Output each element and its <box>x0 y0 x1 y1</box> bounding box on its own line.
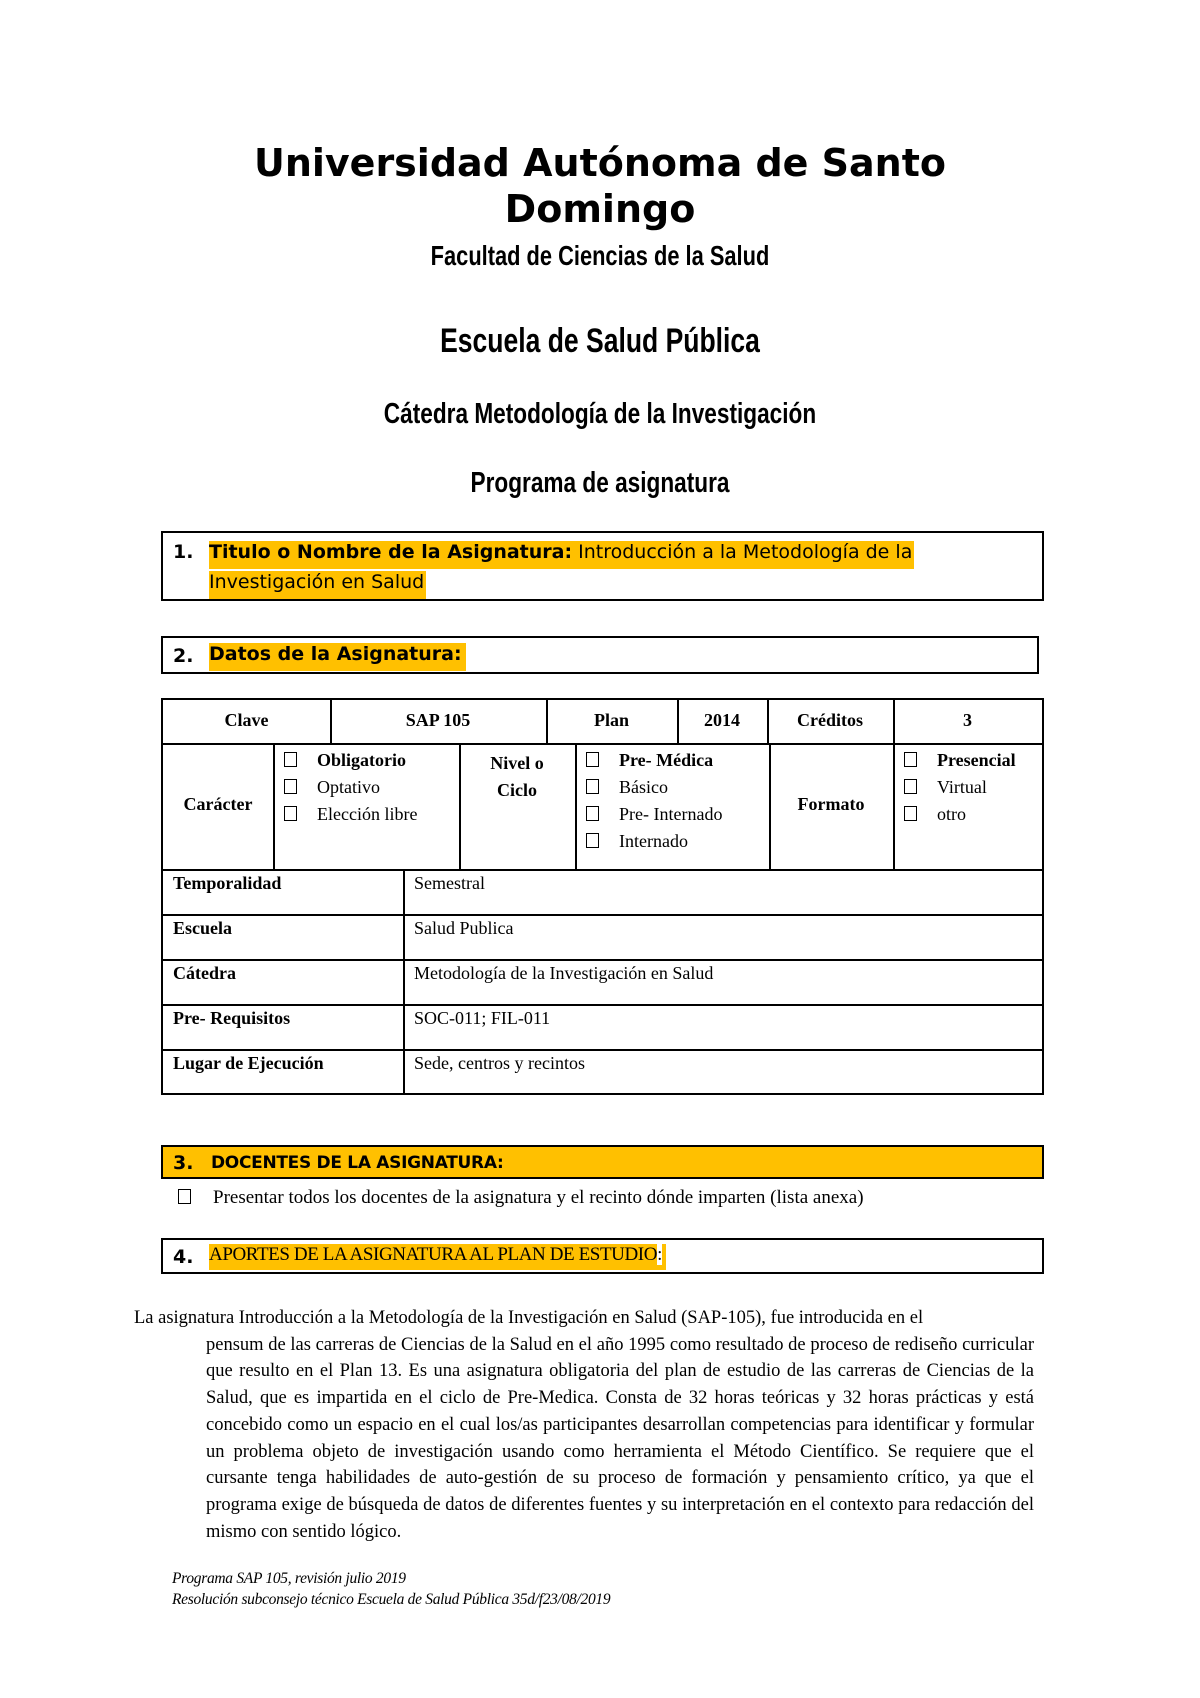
section-3-bullet-text: Presentar todos los docentes de la asignatura y el recinto dónde imparten (lista anexa) <box>213 1187 864 1208</box>
checkbox-icon <box>586 779 599 794</box>
footer-line2: Resolución subconsejo técnico Escuela de Salud Pública 35d/f23/08/2019 <box>172 1591 611 1608</box>
checkbox-icon <box>904 806 917 821</box>
clave-value: SAP 105 <box>405 710 471 730</box>
body-paragraph <box>134 1305 1034 1545</box>
row-value-catedra: Metodología de la Investigación en Salud <box>414 963 714 983</box>
section-1-number: 1. <box>173 541 194 563</box>
caracter-option-obligatorio: Obligatorio <box>284 750 406 771</box>
section-1-title <box>209 541 914 569</box>
section-1-box <box>161 531 1044 601</box>
checkbox-icon <box>178 1189 191 1204</box>
nivel-label <box>459 750 575 804</box>
school-title: Escuela de Salud Pública <box>440 322 760 360</box>
faculty-title: Facultad de Ciencias de la Salud <box>430 240 770 271</box>
row-label-catedra: Cátedra <box>173 963 236 983</box>
section-4-label: APORTES DE LA ASIGNATURA AL PLAN DE ESTUDIO <box>209 1244 658 1265</box>
nivel-label-line2: Ciclo <box>497 780 537 800</box>
footer-line1: Programa SAP 105, revisión julio 2019 <box>172 1570 406 1587</box>
row-label-escuela: Escuela <box>173 918 233 938</box>
creditos-value: 3 <box>963 710 972 730</box>
university-name-line2: Domingo <box>504 187 696 231</box>
section-4-title <box>209 1244 666 1270</box>
checkbox-icon <box>586 806 599 821</box>
checkbox-icon <box>284 806 297 821</box>
checkbox-icon <box>586 833 599 848</box>
formato-option-virtual: Virtual <box>904 777 987 798</box>
course-data-table <box>161 698 1044 871</box>
section-2-label: Datos de la Asignatura: <box>209 643 466 671</box>
caracter-label: Carácter <box>183 794 253 814</box>
section-3-bullet <box>178 1187 864 1209</box>
nivel-label-line1: Nivel o <box>490 753 544 773</box>
chair-title: Cátedra Metodología de la Investigación <box>383 398 817 430</box>
university-name <box>0 140 1200 232</box>
plan-label: Plan <box>593 710 629 730</box>
program-title: Programa de asignatura <box>470 467 730 499</box>
nivel-option-basico: Básico <box>586 777 668 798</box>
row-value-temporalidad: Semestral <box>414 873 485 893</box>
section-4-box <box>161 1238 1044 1274</box>
row-value-prerequisitos: SOC-011; FIL-011 <box>414 1008 551 1028</box>
checkbox-icon <box>904 752 917 767</box>
university-name-line1: Universidad Autónoma de Santo <box>253 141 947 185</box>
creditos-label: Créditos <box>797 710 863 730</box>
formato-option-otro: otro <box>904 804 966 825</box>
caracter-option-eleccion-libre: Elección libre <box>284 804 417 825</box>
checkbox-icon <box>284 779 297 794</box>
section-2-number: 2. <box>173 645 194 667</box>
section-1-value-line1: Introducción a la Metodología de la <box>572 541 913 563</box>
row-label-temporalidad: Temporalidad <box>173 873 282 893</box>
paragraph-rest: pensum de las carreras de Ciencias de la Salud en el año 1995 como resultado de proceso de rediseño curricular que resulto en el Plan 13. Es una asignatura obligatoria del plan de estudio de las carreras de Ciencias de la Salud, que es impartida en el ciclo de Pre-Medica. Consta de 32 horas teóricas y 32 horas prácticas y está concebido como un espacio en el cual los/as participantes desarrollan competencias para identificar y formular un problema objeto de investigación usando como herramienta el Método Científico. Se requiere que el cursante tenga habilidades de auto-gestión de su proceso de formación y pensamiento crítico, ya que el programa exige de búsqueda de datos de diferentes fuentes y su interpretación en el contexto para redacción del mismo con sentido lógico. <box>206 1334 1034 1542</box>
plan-value: 2014 <box>704 710 740 730</box>
row-label-prerequisitos: Pre- Requisitos <box>173 1008 291 1028</box>
checkbox-icon <box>904 779 917 794</box>
caracter-option-optativo: Optativo <box>284 777 380 798</box>
formato-label: Formato <box>797 794 865 814</box>
section-1-label: Titulo o Nombre de la Asignatura: <box>209 541 573 563</box>
checkbox-icon <box>284 752 297 767</box>
nivel-option-pre-internado: Pre- Internado <box>586 804 722 825</box>
clave-label: Clave <box>224 710 269 730</box>
section-2-box <box>161 636 1039 674</box>
row-value-lugar: Sede, centros y recintos <box>414 1053 585 1073</box>
row-label-lugar: Lugar de Ejecución <box>173 1053 324 1073</box>
paragraph-first-line: La asignatura Introducción a la Metodología de la Investigación en Salud (SAP-105), fue introducida en el <box>134 1308 924 1328</box>
course-details-table <box>161 869 1044 1095</box>
nivel-option-internado: Internado <box>586 831 688 852</box>
section-3-box <box>161 1145 1044 1179</box>
section-3-number: 3. <box>173 1152 194 1174</box>
nivel-option-pre-medica: Pre- Médica <box>586 750 713 771</box>
section-1-value-line2: Investigación en Salud <box>209 571 426 599</box>
row-value-escuela: Salud Publica <box>414 918 514 938</box>
checkbox-icon <box>586 752 599 767</box>
section-4-colon: : <box>657 1244 662 1265</box>
formato-option-presencial: Presencial <box>904 750 1016 771</box>
section-3-label: DOCENTES DE LA ASIGNATURA: <box>211 1153 504 1173</box>
section-4-number: 4. <box>173 1246 194 1268</box>
